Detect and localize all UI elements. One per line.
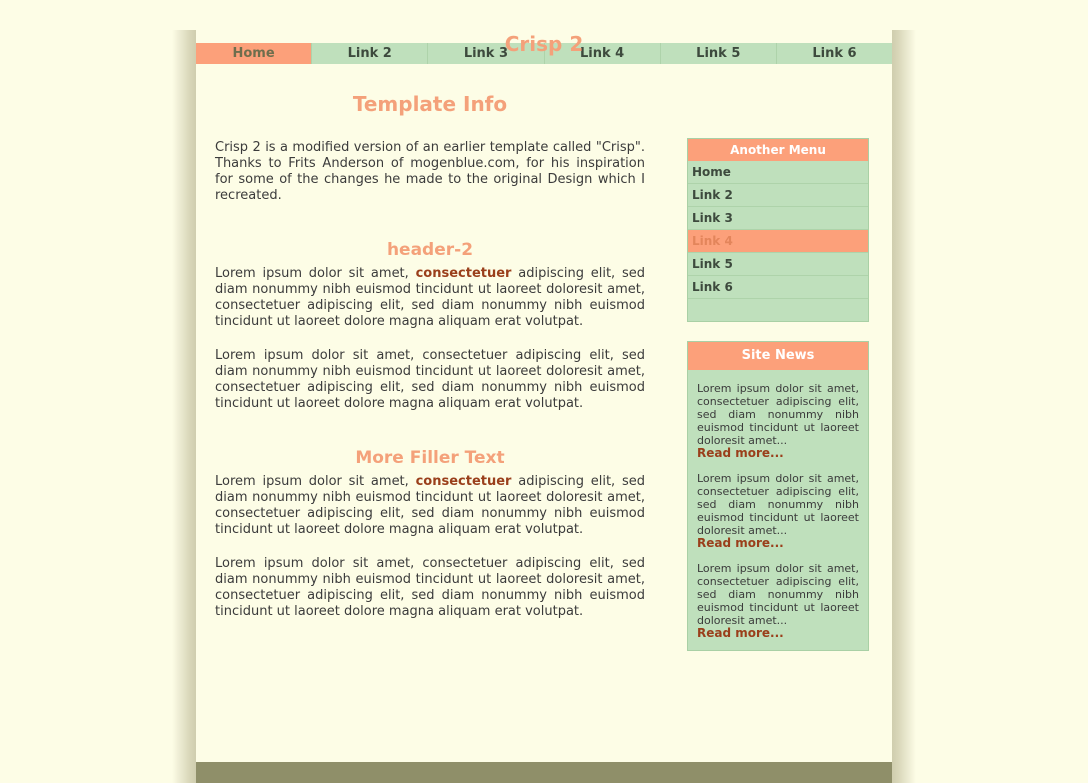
site-news-box xyxy=(687,341,869,651)
section1-p1-strong: consectetuer xyxy=(415,266,512,281)
section1-paragraph-2: Lorem ipsum dolor sit amet, consectetuer adipiscing elit, sed diam nonummy nibh euismod tincidunt ut laoreet doloresit amet, consectetuer adipiscing elit, sed diam nonummy nibh euismod tincidunt ut laoreet dolore magna aliquam erat volutpat. xyxy=(215,348,645,411)
news-item xyxy=(697,562,859,640)
news-item-text: Lorem ipsum dolor sit amet, consectetuer adipiscing elit, sed diam nonummy nibh euismod tincidunt ut laoreet doloresit amet... xyxy=(697,382,859,447)
site-title-text: Crisp 2 xyxy=(504,32,584,56)
sidebar-item-link-6[interactable]: Link 6 xyxy=(688,276,868,299)
section2-p1-end: adipiscing elit, sed diam nonummy nibh euismod tincidunt ut laoreet doloresit amet, consectetuer adipiscing elit, sed diam nonummy nibh euismod tincidunt ut laoreet dolore magna aliquam erat volutpat. xyxy=(215,474,645,537)
nav-item-link-3[interactable]: Link 3 xyxy=(428,43,544,64)
news-item-text: Lorem ipsum dolor sit amet, consectetuer adipiscing elit, sed diam nonummy nibh euismod tincidunt ut laoreet doloresit amet... xyxy=(697,562,859,627)
sidebar-item-link-3[interactable]: Link 3 xyxy=(688,207,868,230)
sidebar-item-home[interactable]: Home xyxy=(688,161,868,184)
page-container xyxy=(196,30,892,783)
site-news-title: Site News xyxy=(688,342,868,370)
nav-item-link-4[interactable]: Link 4 xyxy=(545,43,661,64)
news-item xyxy=(697,382,859,460)
nav-item-home[interactable]: Home xyxy=(196,43,312,64)
section2-paragraph-1 xyxy=(215,474,645,538)
sidebar-item-link-5[interactable]: Link 5 xyxy=(688,253,868,276)
section1-p1-end: adipiscing elit, sed diam nonummy nibh euismod tincidunt ut laoreet doloresit amet, consectetuer adipiscing elit, sed diam nonummy nibh euismod tincidunt ut laoreet dolore magna aliquam erat volutpat. xyxy=(215,266,645,329)
footer-bar xyxy=(196,762,892,783)
section1-paragraph-1 xyxy=(215,266,645,330)
section2-p1-strong: consectetuer xyxy=(415,474,512,489)
news-item xyxy=(697,472,859,550)
nav-item-link-5[interactable]: Link 5 xyxy=(661,43,777,64)
section-heading-header-2: header-2 xyxy=(386,240,474,260)
menu-spacer xyxy=(688,299,868,321)
another-menu-box xyxy=(687,138,869,322)
news-item-text: Lorem ipsum dolor sit amet, consectetuer adipiscing elit, sed diam nonummy nibh euismod tincidunt ut laoreet doloresit amet... xyxy=(697,472,859,537)
sidebar-item-link-2[interactable]: Link 2 xyxy=(688,184,868,207)
news-list xyxy=(688,370,868,650)
main-content xyxy=(215,92,645,638)
site-title xyxy=(196,32,892,56)
intro-paragraph: Crisp 2 is a modified version of an earlier template called "Crisp". Thanks to Frits Anderson of mogenblue.com, for his inspiration for some of the changes he made to the original Design which I recreated. xyxy=(215,140,645,203)
read-more-link[interactable]: Read more... xyxy=(697,536,784,550)
nav-item-link-6[interactable]: Link 6 xyxy=(777,43,892,64)
section2-p1-start: Lorem ipsum dolor sit amet, xyxy=(215,474,416,489)
sidebar xyxy=(687,138,869,670)
read-more-link[interactable]: Read more... xyxy=(697,626,784,640)
section2-paragraph-2: Lorem ipsum dolor sit amet, consectetuer adipiscing elit, sed diam nonummy nibh euismod tincidunt ut laoreet doloresit amet, consectetuer adipiscing elit, sed diam nonummy nibh euismod tincidunt ut laoreet dolore magna aliquam erat volutpat. xyxy=(215,556,645,619)
read-more-link[interactable]: Read more... xyxy=(697,446,784,460)
sidebar-item-link-4[interactable]: Link 4 xyxy=(688,230,868,253)
another-menu-title: Another Menu xyxy=(688,139,868,161)
page-frame xyxy=(172,30,916,783)
section-heading-more-filler: More Filler Text xyxy=(355,448,505,468)
nav-item-link-2[interactable]: Link 2 xyxy=(312,43,428,64)
page-title: Template Info xyxy=(352,92,508,116)
section1-p1-start: Lorem ipsum dolor sit amet, xyxy=(215,266,416,281)
